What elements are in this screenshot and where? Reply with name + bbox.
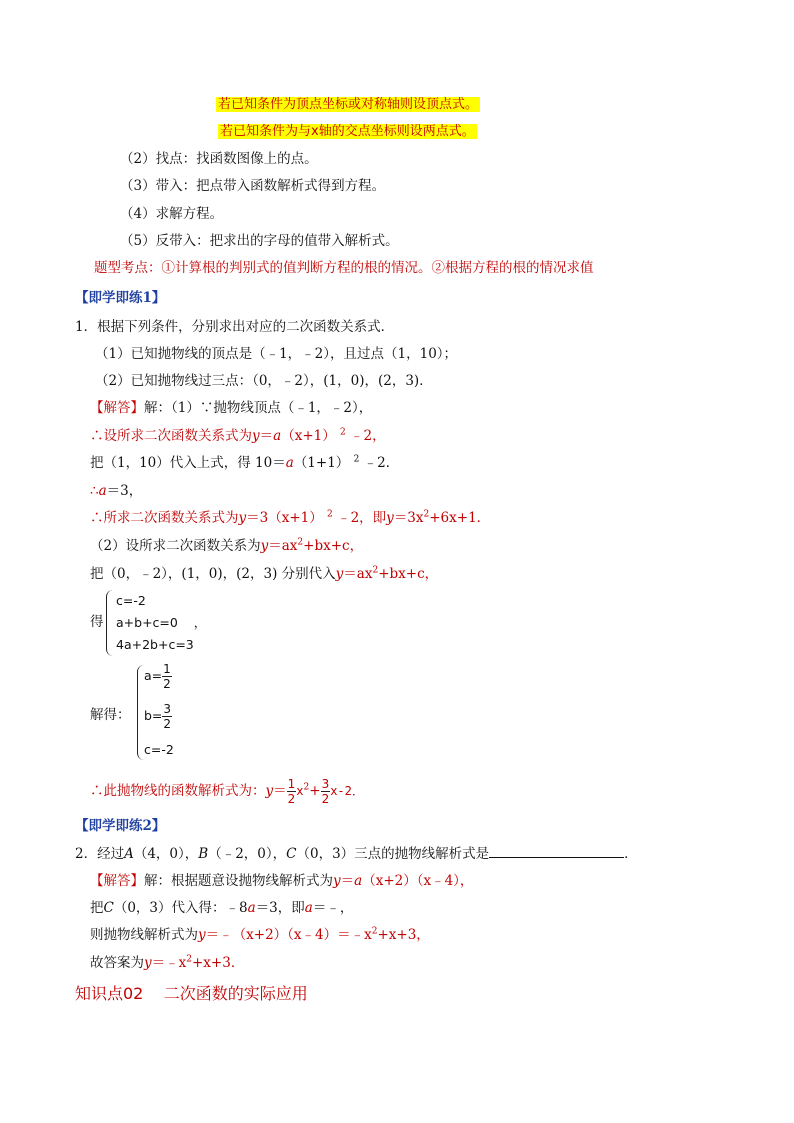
answer-tag: 【解答】 bbox=[90, 873, 144, 889]
system1 bbox=[116, 590, 206, 656]
system2-a: a= $\frac{1}{2}$ bbox=[144, 662, 171, 691]
practice1-answer-line1: 【解答】解：（1）∵抛物线顶点（﹣1，﹣2）， bbox=[90, 400, 373, 416]
section-number: 知识点02 bbox=[75, 984, 144, 1003]
system2-c: c=-2 bbox=[144, 742, 174, 757]
system1-de-label: 得 bbox=[90, 614, 104, 630]
section-heading bbox=[75, 984, 308, 1004]
practice1-answer-line5: ∴所求二次函数关系式为y＝3（x+1） $^2$ ﹣2，即$y=3x^2+6x+1$． bbox=[90, 509, 491, 526]
highlight-vertex-form: 若已知条件为顶点坐标或对称轴则设顶点式。 bbox=[218, 97, 479, 112]
system2 bbox=[144, 662, 174, 757]
practice1-answer-line7: 把（0，﹣2），(1，0)，(2，3) 分别代入$y=ax^2+bx+c$， bbox=[90, 565, 439, 582]
system1-eq2: a+b+c=0 ， bbox=[116, 615, 207, 630]
practice2-question: 2．经过A（4，0），B（﹣2，0），C（0，3）三点的抛物线解析式是 ． bbox=[75, 846, 638, 862]
practice2-answer-line4: 故答案为$y=﹣x^2+x+3$． bbox=[90, 954, 245, 971]
step-2: （2）找点：找函数图像上的点。 bbox=[120, 151, 318, 167]
system2-jiede-label: 解得： bbox=[90, 707, 131, 723]
system1-eq1: c=-2 bbox=[116, 593, 146, 608]
step-3: （3）带入：把点带入函数解析式得到方程。 bbox=[120, 178, 386, 194]
answer-blank bbox=[489, 845, 624, 858]
practice1-q1: （1）已知抛物线的顶点是（﹣1，﹣2），且过点（1，10）； bbox=[95, 346, 458, 362]
system2-b: b= $\frac{3}{2}$ bbox=[144, 702, 172, 731]
practice1-answer-line3: 把（1，10）代入上式，得 10＝a（1+1） $^2$ ﹣2． bbox=[90, 454, 400, 471]
exam-point: 题型考点：①计算根的判别式的值判断方程的根的情况。②根据方程的根的情况求值 bbox=[94, 260, 594, 276]
step-5: （5）反带入：把求出的字母的值带入解析式。 bbox=[120, 233, 399, 249]
practice1-answer-line6: （2）设所求二次函数关系为$y=ax^2+bx+c$， bbox=[90, 537, 364, 554]
practice2-answer-line2: 把C（0，3）代入得：﹣8a＝3，即a＝﹣， bbox=[90, 900, 354, 916]
system1-brace bbox=[106, 590, 115, 656]
highlight-intercept-form: 若已知条件为与x轴的交点坐标则设两点式。 bbox=[220, 124, 475, 139]
practice2-answer-line3: 则抛物线解析式为$y=﹣(x+2)(x﹣4)=﹣x^2+x+3$， bbox=[90, 926, 430, 943]
practice1-q2: （2）已知抛物线过三点：（0，﹣2），(1，0)，(2，3)． bbox=[95, 373, 433, 389]
answer-tag: 【解答】 bbox=[90, 400, 144, 416]
practice2-answer-line1: 【解答】解：根据题意设抛物线解析式为y＝a（x+2）（x﹣4）， bbox=[90, 873, 474, 889]
practice1-question: 1．根据下列条件，分别求出对应的二次函数关系式． bbox=[75, 319, 395, 335]
section-title: 二次函数的实际应用 bbox=[163, 984, 308, 1003]
practice1-answer-line2: ∴设所求二次函数关系式为y＝a（x+1） $^2$ ﹣2， bbox=[90, 427, 386, 444]
practice1-answer-line4: ∴a＝3， bbox=[90, 483, 143, 499]
practice2-title: 【即学即练2】 bbox=[75, 818, 166, 834]
step-4: （4）求解方程。 bbox=[120, 206, 224, 222]
practice1-title: 【即学即练1】 bbox=[75, 290, 166, 306]
system1-eq3: 4a+2b+c=3 bbox=[116, 637, 194, 652]
practice1-final: ∴此抛物线的函数解析式为：y＝ $\frac{1}{2}$ $x^2+$ $\frac{3}{2}$ x-2． bbox=[90, 777, 364, 806]
